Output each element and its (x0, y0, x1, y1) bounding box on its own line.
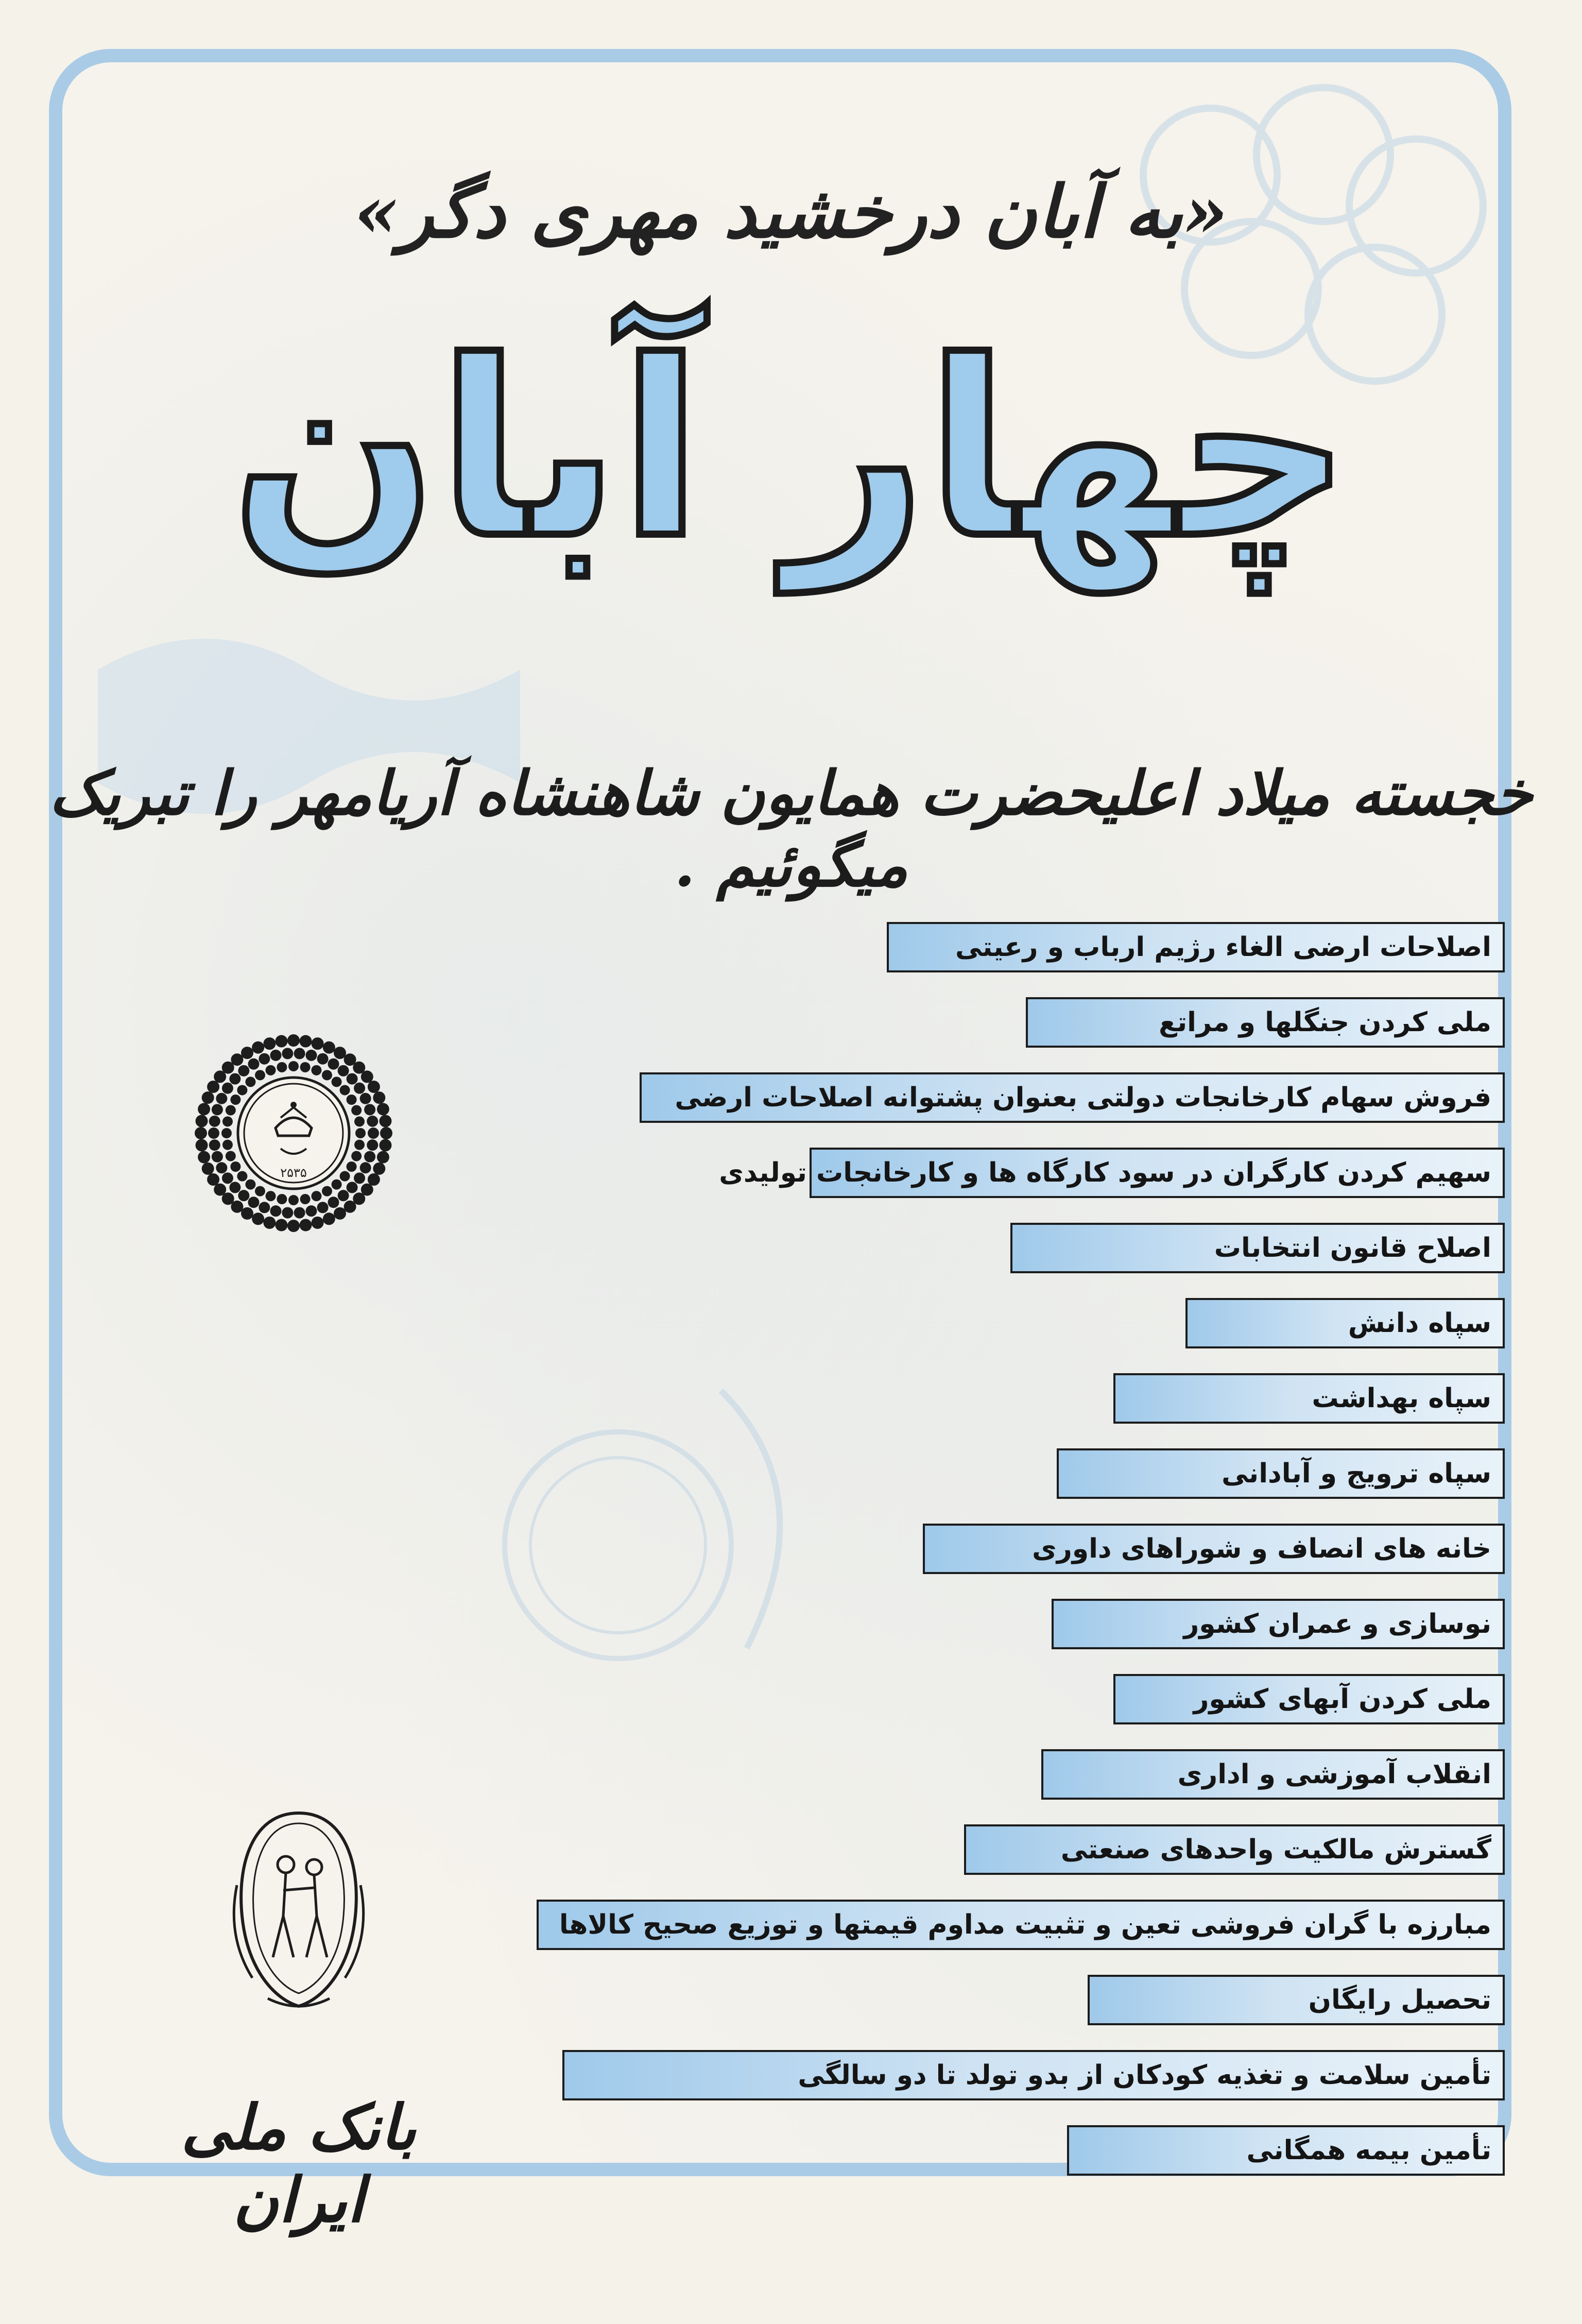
seal-dot (241, 1047, 253, 1059)
seal-dot (312, 1217, 324, 1229)
seal-dot (354, 1116, 365, 1126)
seal-dot (214, 1184, 226, 1196)
reform-item: تأمین سلامت و تغذیه کودکان از بدو تولد تا دو سالگی (562, 2050, 1505, 2100)
reform-item: سپاه ترویج و آبادانی (1057, 1448, 1505, 1499)
seal-dot (209, 1139, 220, 1151)
seal-dot (344, 1201, 356, 1213)
seal-dot (311, 1191, 321, 1201)
seal-dot (226, 1105, 236, 1116)
seal-dot (195, 1127, 207, 1139)
reform-item: اصلاحات ارضی الغاء رژیم ارباب و رعیتی (887, 922, 1505, 972)
reform-item: نوسازی و عمران کشور (1052, 1599, 1505, 1649)
seal-dot (328, 1197, 339, 1208)
seal-dot (347, 1161, 357, 1172)
seal-dot (377, 1151, 389, 1164)
seal-dot (252, 1212, 264, 1225)
seal-dot (216, 1162, 227, 1173)
seal-dot (377, 1103, 389, 1115)
seal-dot (299, 1219, 312, 1231)
seal-dot (198, 1103, 210, 1115)
seal-dot (351, 1151, 362, 1161)
seal-dot (354, 1083, 365, 1094)
seal-dot (347, 1073, 358, 1085)
seal-dot (259, 1202, 270, 1213)
seal-dot (332, 1180, 342, 1190)
seal-dot (368, 1081, 380, 1093)
seal-dot (368, 1127, 379, 1139)
seal-dot (222, 1172, 233, 1184)
seal-dot (347, 1095, 357, 1105)
seal-dot (294, 1207, 305, 1219)
seal-dot (196, 1139, 208, 1151)
seal-dot (221, 1128, 232, 1138)
seal-dot (322, 1186, 332, 1197)
seal-dot (282, 1207, 293, 1219)
seal-dot (367, 1139, 378, 1151)
seal-dot (334, 1047, 346, 1059)
seal-dot (379, 1139, 391, 1151)
seal-dot (202, 1091, 214, 1104)
seal-dot (317, 1202, 329, 1213)
reform-item: مبارزه با گران فروشی تعین و تثبیت مداوم قیمتها و توزیع صحیح کالاها (537, 1900, 1505, 1950)
reform-item: ملی کردن جنگلها و مراتع (1026, 997, 1505, 1048)
seal-dot (255, 1070, 265, 1080)
seal-dot (299, 1035, 312, 1048)
reform-item: فروش سهام کارخانجات دولتی بعنوان پشتوانه اصلاحات ارضی (640, 1072, 1505, 1123)
seal-dot (245, 1076, 255, 1087)
seal-dot (263, 1217, 276, 1229)
seal-dot (202, 1163, 214, 1175)
seal-dot (248, 1058, 260, 1070)
seal-dot (212, 1104, 223, 1115)
seal-dot (216, 1093, 227, 1104)
seal-dot (288, 1195, 299, 1205)
seal-dot (270, 1205, 282, 1217)
seal-dot (231, 1053, 243, 1066)
seal-dot (294, 1048, 305, 1059)
seal-dot (230, 1095, 240, 1105)
seal-dot (351, 1105, 362, 1116)
seal-dot (287, 1034, 300, 1047)
seal-dot (340, 1085, 350, 1095)
seal-dot (361, 1070, 373, 1083)
seal-dot (222, 1116, 233, 1126)
seal-dot (317, 1053, 329, 1065)
seal-dot (259, 1053, 270, 1065)
seal-dot (241, 1207, 253, 1220)
seal-dot (338, 1190, 349, 1201)
seal-dot (276, 1035, 288, 1048)
slogan-text: «به آبان درخشید مهری دگر» (354, 170, 1228, 254)
seal-dot (282, 1048, 293, 1059)
seal-dot (198, 1151, 210, 1164)
bank-emblem-icon (216, 1803, 381, 2019)
reform-item: ملی کردن آبهای کشور (1113, 1674, 1505, 1724)
seal-dot (229, 1073, 240, 1085)
seal-dot (237, 1085, 247, 1095)
seal-dot (312, 1037, 324, 1050)
seal-dot (368, 1173, 380, 1186)
seal-dot (266, 1065, 276, 1075)
seal-dot (196, 1115, 208, 1127)
reform-item: گسترش مالکیت واحدهای صنعتی (964, 1824, 1505, 1875)
seal-dot (323, 1212, 335, 1225)
reform-item: سپاه بهداشت (1113, 1373, 1505, 1424)
reform-item: سهیم کردن کارگران در سود کارگاه ها و کارخانجات تولیدی (810, 1148, 1505, 1198)
commemorative-seal-icon (191, 1030, 397, 1236)
seal-dot (245, 1180, 255, 1190)
seal-dot (277, 1194, 287, 1204)
seal-dot (208, 1127, 219, 1139)
reform-item: تأمین بیمه همگانی (1067, 2125, 1505, 2176)
seal-dot (305, 1050, 317, 1061)
seal-dot (360, 1093, 371, 1104)
seal-dot (207, 1173, 219, 1186)
seal-dot (226, 1151, 236, 1161)
seal-dot (276, 1219, 288, 1231)
seal-dot (305, 1205, 317, 1217)
reform-item: انقلاب آموزشی و اداری (1041, 1749, 1505, 1800)
seal-dot (222, 1140, 233, 1150)
reform-item: تحصیل رایگان (1088, 1975, 1505, 2025)
seal-dot (277, 1062, 287, 1072)
seal-dot (207, 1081, 219, 1093)
seal-dot (300, 1062, 311, 1072)
headline-title: چهار آبان (231, 310, 1351, 591)
seal-dot (311, 1065, 321, 1075)
seal-dot (373, 1163, 385, 1175)
seal-dot (222, 1083, 233, 1094)
seal-dot (360, 1162, 371, 1173)
seal-dot (355, 1128, 366, 1138)
seal-dot (300, 1194, 311, 1204)
seal-dot (248, 1197, 260, 1208)
reform-item: سپاه دانش (1185, 1298, 1505, 1348)
seal-dot (364, 1104, 375, 1115)
seal-dot (322, 1070, 332, 1080)
reform-item: خانه های انصاف و شوراهای داوری (923, 1524, 1505, 1574)
bank-name: بانک ملی ایران (181, 2091, 417, 2236)
seal-dot (347, 1182, 358, 1193)
seal-dot (266, 1191, 276, 1201)
seal-dot (209, 1116, 220, 1127)
seal-dot (373, 1091, 385, 1104)
seal-dot (332, 1076, 342, 1087)
seal-year: ۲۵۳۵ (280, 1166, 307, 1180)
seal-dot (229, 1182, 240, 1193)
seal-dot (230, 1161, 240, 1172)
seal-dot (288, 1061, 299, 1071)
seal-dot (328, 1058, 339, 1070)
seal-dot (323, 1041, 335, 1054)
seal-dot (338, 1065, 349, 1076)
seal-dot (255, 1186, 265, 1197)
seal-dot (367, 1116, 378, 1127)
seal-dot (380, 1127, 392, 1139)
seal-dot (364, 1151, 375, 1163)
seal-dot (354, 1172, 365, 1184)
seal-dot (263, 1037, 276, 1050)
seal-dot (340, 1171, 350, 1182)
seal-dot (379, 1115, 391, 1127)
seal-dot (238, 1065, 249, 1076)
seal-dot (270, 1050, 282, 1061)
seal-dot (252, 1041, 264, 1054)
greeting-text: خجسته میلاد اعلیحضرت همایون شاهنشاه آریامهر را تبریک میگوئیم . (49, 757, 1533, 900)
seal-dot (212, 1151, 223, 1163)
reform-item: اصلاح قانون انتخابات (1010, 1223, 1505, 1273)
seal-dot (238, 1190, 249, 1201)
seal-dot (287, 1220, 300, 1232)
seal-dot (237, 1171, 247, 1182)
seal-dot (354, 1140, 365, 1150)
seal-dot (334, 1207, 346, 1220)
